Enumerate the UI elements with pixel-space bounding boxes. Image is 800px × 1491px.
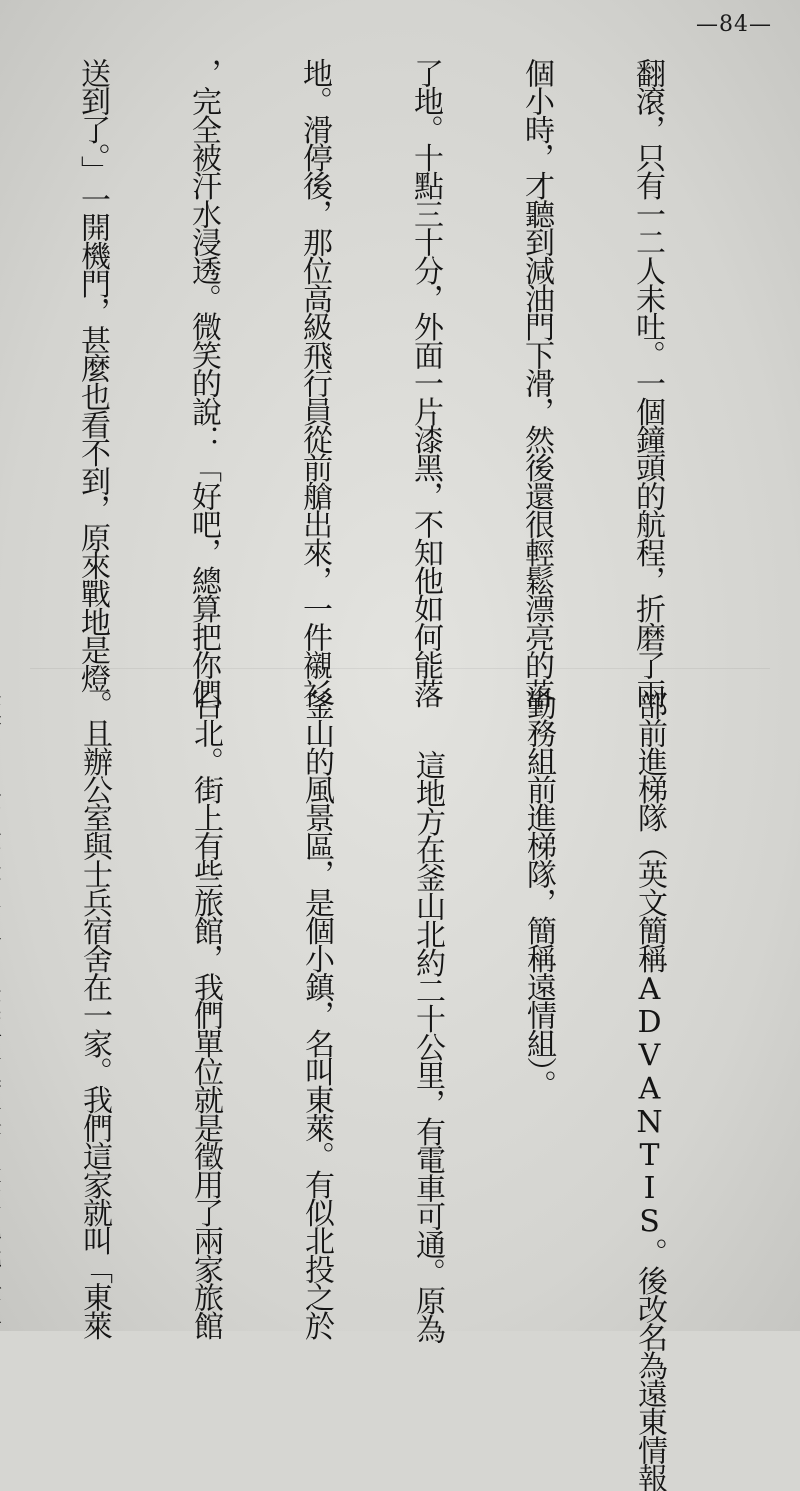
text-column [0, 690, 2, 1295]
text-column: 釜山的風景區，是個小鎮，名叫東萊。有似北投之於 [299, 690, 334, 1339]
text-column: 台北。街上有些旅館，我們單位就是徵用了兩家旅館 [188, 690, 223, 1339]
text-column: 部前進梯隊（英文簡稱ADVANTIS。後改名為遠東情報 [632, 690, 667, 1491]
section-divider [30, 668, 770, 669]
text-column: 送到了。」一開機門，甚麼也看不到，原來戰地是燈 [75, 58, 110, 692]
upper-text-block [50, 58, 740, 707]
page-number: —84— [696, 12, 772, 37]
text-column: 翻滾，只有一二人未吐。一個鐘頭的航程，折磨了兩 [630, 58, 665, 707]
text-column: 個小時，才聽到減油門下滑，然後還很輕鬆漂亮的落 [519, 58, 554, 707]
text-column: 勤務組前進梯隊，簡稱遠情組）。 [521, 690, 556, 1099]
lower-text-block [42, 690, 742, 1491]
text-column-paragraph-start: 這地方在釜山北約二十公里，有電車可通。原為 [410, 750, 445, 1343]
text-column: 。且辦公室與士兵宿舍在一家。我們這家就叫「東萊 [77, 690, 112, 1339]
text-column: 地。滑停後，那位高級飛行員從前艙出來，一件襯衫 [297, 58, 332, 707]
text-column: 了地。十點三十分，外面一片漆黑，不知他如何能落 [408, 58, 443, 707]
text-column: ，完全被汗水浸透。微笑的說：「好吧，總算把你們 [186, 58, 221, 707]
